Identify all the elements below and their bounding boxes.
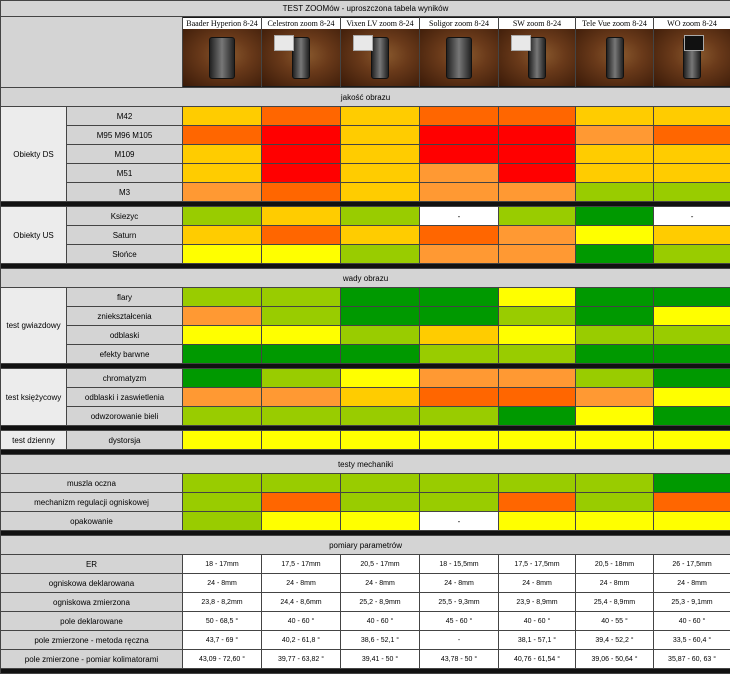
value-cell: 33,5 - 60,4 ° [654,631,730,650]
rating-cell [262,369,341,388]
eyepiece-photo [183,29,261,86]
group-label: Obiekty DS [1,107,67,202]
product-header [654,17,730,88]
section-header: pomiary parametrów [1,536,730,555]
row-label: ogniskowa deklarowana [1,574,183,593]
row-label: M42 [67,107,183,126]
eyepiece-photo [262,29,340,86]
rating-cell [183,407,262,426]
value-cell: 39,41 - 50 ° [341,650,420,669]
rating-cell [576,245,654,264]
rating-cell [576,431,654,450]
value-cell: 40 - 60 ° [341,612,420,631]
rating-cell [183,207,262,226]
row-label: M3 [67,183,183,202]
rating-cell [420,326,499,345]
rating-cell [420,183,499,202]
rating-cell [183,474,262,493]
rating-cell [183,345,262,364]
product-header [183,17,262,88]
table-row [1,126,730,145]
rating-cell [499,369,576,388]
rating-cell [341,145,420,164]
rating-cell [654,326,730,345]
value-cell: 24,4 - 8,6mm [262,593,341,612]
group-label: test księżycowy [1,369,67,426]
rating-cell [576,512,654,531]
rating-cell [499,226,576,245]
row-label: odblaski [67,326,183,345]
rating-cell [183,388,262,407]
rating-cell [654,407,730,426]
table-row [1,493,730,512]
row-label: mechanizm regulacji ogniskowej [1,493,183,512]
value-cell: 17,5 - 17mm [262,555,341,574]
value-cell: 23,8 - 8,2mm [183,593,262,612]
rating-cell [262,388,341,407]
value-cell: 45 - 60 ° [420,612,499,631]
rating-cell [262,207,341,226]
table-row [1,164,730,183]
rating-cell [341,407,420,426]
table-row [1,512,730,531]
rating-cell [341,431,420,450]
value-cell: 24 - 8mm [499,574,576,593]
rating-cell [341,288,420,307]
rating-cell [420,431,499,450]
rating-cell [262,126,341,145]
table-row [1,245,730,264]
rating-cell [499,474,576,493]
rating-cell [183,226,262,245]
value-cell: 39,77 - 63,82 ° [262,650,341,669]
table-row [1,650,730,669]
rating-cell [576,345,654,364]
product-name: Baader Hyperion 8-24 [183,18,261,29]
rating-cell [183,288,262,307]
value-cell: 39,4 - 52,2 ° [576,631,654,650]
rating-cell [654,288,730,307]
rating-cell [341,107,420,126]
value-cell: 38,6 - 52,1 ° [341,631,420,650]
rating-cell [420,369,499,388]
rating-cell [183,126,262,145]
value-cell: 25,4 - 8,9mm [576,593,654,612]
rating-cell [499,107,576,126]
rating-cell [341,512,420,531]
rating-cell [654,183,730,202]
table-row [1,474,730,493]
table-row [1,145,730,164]
rating-cell [262,493,341,512]
group-label: test gwiazdowy [1,288,67,364]
product-name: Vixen LV zoom 8-24 [341,18,419,29]
rating-cell [576,183,654,202]
value-cell: 24 - 8mm [262,574,341,593]
product-name: Celestron zoom 8-24 [262,18,340,29]
rating-cell [654,307,730,326]
value-cell: 24 - 8mm [341,574,420,593]
rating-cell [576,145,654,164]
rating-cell [262,307,341,326]
rating-cell [654,126,730,145]
rating-cell [576,326,654,345]
rating-cell [183,369,262,388]
group-label: Obiekty US [1,207,67,264]
rating-cell [499,512,576,531]
value-cell: - [420,631,499,650]
row-label: Ksiezyc [67,207,183,226]
rating-cell [576,369,654,388]
eyepiece-photo [576,29,653,86]
row-label: ogniskowa zmierzona [1,593,183,612]
value-cell: 20,5 - 18mm [576,555,654,574]
rating-cell [420,226,499,245]
rating-cell [499,407,576,426]
rating-cell [262,345,341,364]
rating-cell [341,126,420,145]
row-label: Słońce [67,245,183,264]
table-row [1,326,730,345]
rating-cell [499,207,576,226]
table-row [1,631,730,650]
product-header [499,17,576,88]
rating-cell [576,388,654,407]
rating-cell [654,474,730,493]
rating-cell [499,126,576,145]
rating-cell [341,369,420,388]
rating-cell [262,474,341,493]
value-cell: 17,5 - 17,5mm [499,555,576,574]
rating-cell [262,245,341,264]
row-label: odwzorowanie bieli [67,407,183,426]
rating-cell [183,183,262,202]
product-header [576,17,654,88]
rating-cell: - [420,512,499,531]
rating-cell [262,107,341,126]
value-cell: 40 - 55 ° [576,612,654,631]
table-row [1,107,730,126]
rating-cell [420,145,499,164]
rating-cell [341,307,420,326]
rating-cell [576,474,654,493]
table-row [1,593,730,612]
value-cell: 18 - 15,5mm [420,555,499,574]
value-cell: 43,78 - 50 ° [420,650,499,669]
rating-cell [420,126,499,145]
rating-cell [420,245,499,264]
rating-cell [341,164,420,183]
section-header: jakość obrazu [1,88,730,107]
rating-cell [262,407,341,426]
table-row [1,555,730,574]
rating-cell [183,326,262,345]
header-corner [1,17,183,88]
rating-cell [499,183,576,202]
rating-cell [499,326,576,345]
row-label: opakowanie [1,512,183,531]
rating-cell [576,493,654,512]
value-cell: 40,2 - 61,8 ° [262,631,341,650]
row-label: pole zmierzone - pomiar kolimatorami [1,650,183,669]
group-label: test dzienny [1,431,67,450]
rating-cell [183,431,262,450]
rating-cell [183,493,262,512]
section-header: wady obrazu [1,269,730,288]
row-label: pole deklarowane [1,612,183,631]
rating-cell [576,407,654,426]
rating-cell [183,145,262,164]
rating-cell: - [420,207,499,226]
row-label: Saturn [67,226,183,245]
product-header [420,17,499,88]
value-cell: 39,06 - 50,64 ° [576,650,654,669]
value-cell: 25,5 - 9,3mm [420,593,499,612]
table-row [1,369,730,388]
value-cell: 40 - 60 ° [499,612,576,631]
table-row [1,388,730,407]
row-label: pole zmierzone - metoda ręczna [1,631,183,650]
section-header: testy mechaniki [1,455,730,474]
rating-cell [262,183,341,202]
rating-cell [576,207,654,226]
rating-cell [654,345,730,364]
table-row [1,288,730,307]
row-label: efekty barwne [67,345,183,364]
rating-cell [262,226,341,245]
rating-cell [183,164,262,183]
rating-cell [341,183,420,202]
eyepiece-photo [654,29,730,86]
rating-cell [499,307,576,326]
value-cell: 40 - 60 ° [262,612,341,631]
rating-cell [341,493,420,512]
value-cell: 24 - 8mm [654,574,730,593]
rating-cell [262,288,341,307]
rating-cell [576,288,654,307]
rating-cell [341,474,420,493]
product-header [341,17,420,88]
rating-cell [420,474,499,493]
product-name: Soligor zoom 8-24 [420,18,498,29]
rating-cell [499,431,576,450]
value-cell: 50 - 68,5 ° [183,612,262,631]
table-row [1,345,730,364]
table-row [1,307,730,326]
rating-cell [499,388,576,407]
rating-cell [576,107,654,126]
product-header [262,17,341,88]
value-cell: 43,7 - 69 ° [183,631,262,650]
value-cell: 24 - 8mm [183,574,262,593]
rating-cell [341,345,420,364]
value-cell: 25,3 - 9,1mm [654,593,730,612]
rating-cell [654,245,730,264]
rating-cell [654,369,730,388]
rating-cell [654,493,730,512]
rating-cell [183,245,262,264]
rating-cell [654,164,730,183]
table-row [1,183,730,202]
value-cell: 20,5 - 17mm [341,555,420,574]
rating-cell [262,431,341,450]
rating-cell [420,345,499,364]
rating-cell [420,307,499,326]
row-label: odblaski i zaswietlenia [67,388,183,407]
rating-cell [262,512,341,531]
rating-cell [420,164,499,183]
product-name: Tele Vue zoom 8-24 [576,18,653,29]
value-cell: 43,09 - 72,60 ° [183,650,262,669]
rating-cell [420,388,499,407]
value-cell: 40,76 - 61,54 ° [499,650,576,669]
rating-cell [654,107,730,126]
value-cell: 25,2 - 8,9mm [341,593,420,612]
rating-cell [420,493,499,512]
rating-cell [183,107,262,126]
rating-cell [576,307,654,326]
rating-cell [499,493,576,512]
product-name: SW zoom 8-24 [499,18,575,29]
rating-cell [183,512,262,531]
rating-cell [654,512,730,531]
rating-cell [262,326,341,345]
rating-cell [341,245,420,264]
rating-cell [576,126,654,145]
row-label: muszla oczna [1,474,183,493]
rating-cell [654,431,730,450]
eyepiece-photo [341,29,419,86]
section-divider [1,669,730,674]
rating-cell [341,226,420,245]
table-row [1,226,730,245]
value-cell: 24 - 8mm [576,574,654,593]
rating-cell [341,207,420,226]
table-row [1,612,730,631]
table-title: TEST ZOOMów - uproszczona tabela wyników [1,1,730,17]
rating-cell [420,107,499,126]
rating-cell [654,226,730,245]
table-row [1,407,730,426]
row-label: M51 [67,164,183,183]
rating-cell [341,388,420,407]
row-label: M109 [67,145,183,164]
value-cell: 23,9 - 8,9mm [499,593,576,612]
rating-cell [262,145,341,164]
rating-cell [499,345,576,364]
product-name: WO zoom 8-24 [654,18,730,29]
rating-cell [654,388,730,407]
row-label: zniekształcenia [67,307,183,326]
rating-cell [183,307,262,326]
rating-cell [341,326,420,345]
rating-cell [420,407,499,426]
row-label: flary [67,288,183,307]
eyepiece-photo [420,29,498,86]
rating-cell [499,145,576,164]
row-label: chromatyzm [67,369,183,388]
rating-cell [576,226,654,245]
table-row [1,574,730,593]
table-row [1,431,730,450]
row-label: ER [1,555,183,574]
value-cell: 26 - 17,5mm [654,555,730,574]
rating-cell [499,245,576,264]
value-cell: 38,1 - 57,1 ° [499,631,576,650]
eyepiece-photo [499,29,575,86]
value-cell: 18 - 17mm [183,555,262,574]
value-cell: 24 - 8mm [420,574,499,593]
row-label: M95 M96 M105 [67,126,183,145]
value-cell: 35,87 - 60, 63 ° [654,650,730,669]
rating-cell [499,164,576,183]
rating-cell [654,145,730,164]
rating-cell [262,164,341,183]
rating-cell [420,288,499,307]
table-row [1,207,730,226]
rating-cell: - [654,207,730,226]
rating-cell [499,288,576,307]
value-cell: 40 - 60 ° [654,612,730,631]
row-label: dystorsja [67,431,183,450]
rating-cell [576,164,654,183]
